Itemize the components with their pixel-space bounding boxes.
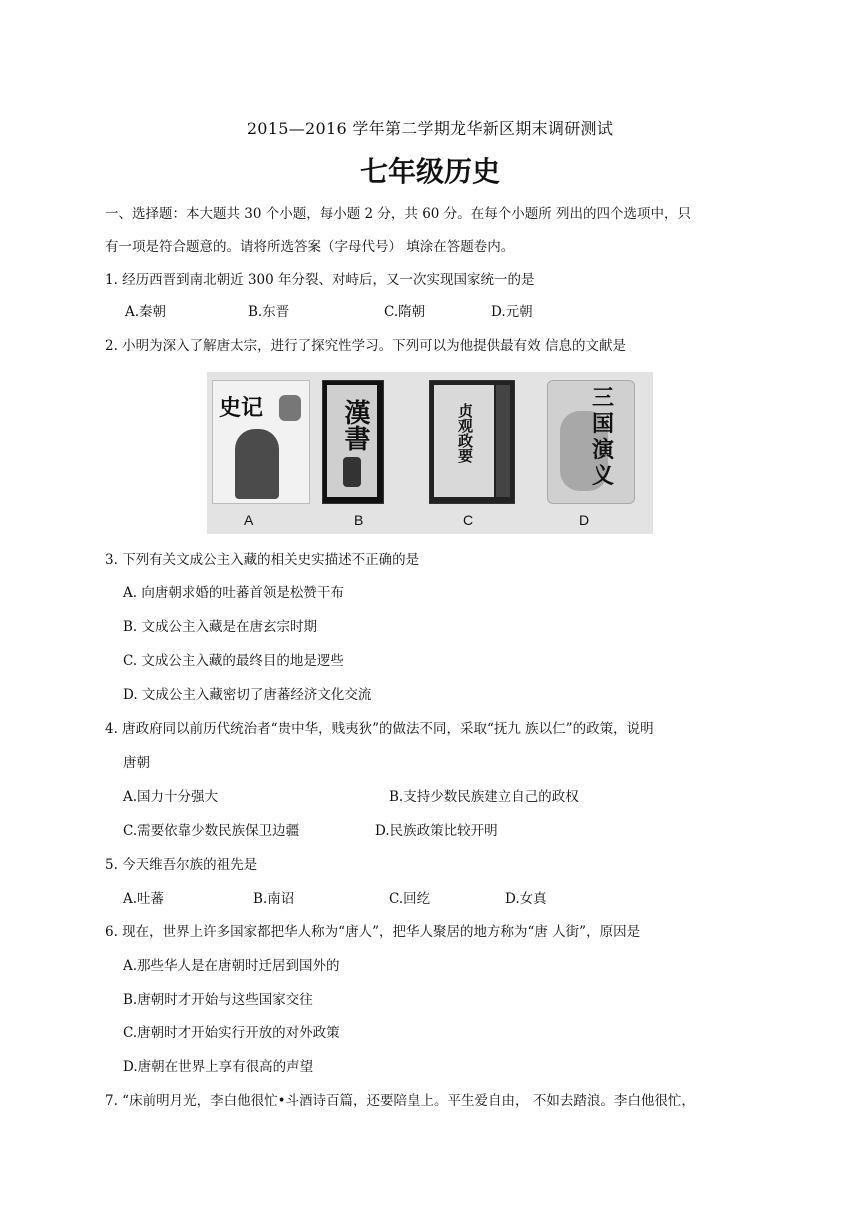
book-a-horse-illustration — [279, 395, 301, 421]
question-1-option-d: D.元朝 — [491, 304, 533, 320]
book-label-a: A — [244, 512, 254, 528]
book-label-d: D — [579, 512, 590, 528]
question-3-option-b: B. 文成公主入藏是在唐玄宗时期 — [123, 619, 318, 635]
exam-subtitle: 2015—2016 学年第二学期龙华新区期末调研测试 — [246, 119, 614, 138]
question-3-option-d: D. 文成公主入藏密切了唐蕃经济文化交流 — [123, 687, 372, 703]
question-4-option-c: C.需要依靠少数民族保卫边疆 — [123, 823, 300, 839]
book-a-figure-illustration — [235, 429, 279, 499]
question-3-option-c: C. 文成公主入藏的最终目的地是逻些 — [123, 653, 344, 669]
question-1-stem: 1. 经历西晋到南北朝近 300 年分裂、对峙后，又一次实现国家统一的是 — [105, 272, 535, 288]
question-3-stem: 3. 下列有关文成公主入藏的相关史实描述不正确的是 — [105, 552, 420, 568]
question-4-option-d: D.民族政策比较开明 — [375, 823, 498, 839]
book-cover-b — [322, 380, 384, 504]
question-7-stem: 7. “床前明月光，李白他很忙•斗酒诗百篇，还要陪皇上。平生爱自由， 不如去踏浪。李白他很忙， — [105, 1093, 695, 1109]
instructions-line-2: 有一项是符合题意的。请将所选答案（字母代号） 填涂在答题卷内。 — [105, 239, 515, 255]
book-c-title: 贞观政要 — [456, 403, 474, 463]
book-b-title: 漢書 — [340, 399, 370, 451]
question-6-option-b: B.唐朝时才开始与这些国家交往 — [123, 992, 313, 1008]
exam-title: 七年级历史 — [359, 155, 500, 188]
question-1-option-b: B.东晋 — [248, 304, 290, 320]
question-4-option-a: A.国力十分强大 — [123, 789, 219, 805]
question-4-stem-line-1: 4. 唐政府同以前历代统治者“贵中华，贱夷狄”的做法不同，采取“抚九 族以仁”的政策，说明 — [105, 721, 654, 737]
book-label-c: C — [463, 512, 474, 528]
question-1-option-a: A.秦朝 — [125, 304, 167, 320]
question-6-stem: 6. 现在，世界上许多国家都把华人称为“唐人”，把华人聚居的地方称为“唐 人街”，原因是 — [105, 924, 641, 940]
question-5-option-c: C.回纥 — [389, 891, 431, 907]
question-4-option-b: B.支持少数民族建立自己的政权 — [389, 789, 579, 805]
question-6-option-c: C.唐朝时才开始实行开放的对外政策 — [123, 1025, 340, 1041]
question-6-option-a: A.那些华人是在唐朝时迁居到国外的 — [123, 958, 340, 974]
book-cover-d — [547, 380, 635, 504]
book-label-b: B — [354, 512, 364, 528]
question-5-option-b: B.南诏 — [253, 891, 295, 907]
question-6-option-d: D.唐朝在世界上享有很高的声望 — [123, 1059, 314, 1075]
book-covers-figure — [207, 372, 653, 534]
book-b-ornament — [343, 457, 361, 487]
question-5-option-d: D.女真 — [505, 891, 547, 907]
question-2-stem: 2. 小明为深入了解唐太宗，进行了探究性学习。下列可以为他提供最有效 信息的文献是 — [105, 338, 626, 354]
book-cover-a — [212, 380, 310, 504]
question-4-stem-line-2: 唐朝 — [123, 755, 150, 771]
question-1-option-c: C.隋朝 — [384, 304, 426, 320]
book-cover-c — [429, 380, 515, 504]
question-5-stem: 5. 今天维吾尔族的祖先是 — [105, 857, 258, 873]
book-d-title: 三国演义 — [592, 385, 615, 489]
instructions-line-1: 一、选择题：本大题共 30 个小题，每小题 2 分，共 60 分。在每个小题所 列出的四个选项中，只 — [105, 206, 691, 222]
question-5-option-a: A.吐蕃 — [123, 891, 165, 907]
question-3-option-a: A. 向唐朝求婚的吐蕃首领是松赞干布 — [123, 585, 344, 601]
book-a-title: 史记 — [219, 395, 264, 421]
